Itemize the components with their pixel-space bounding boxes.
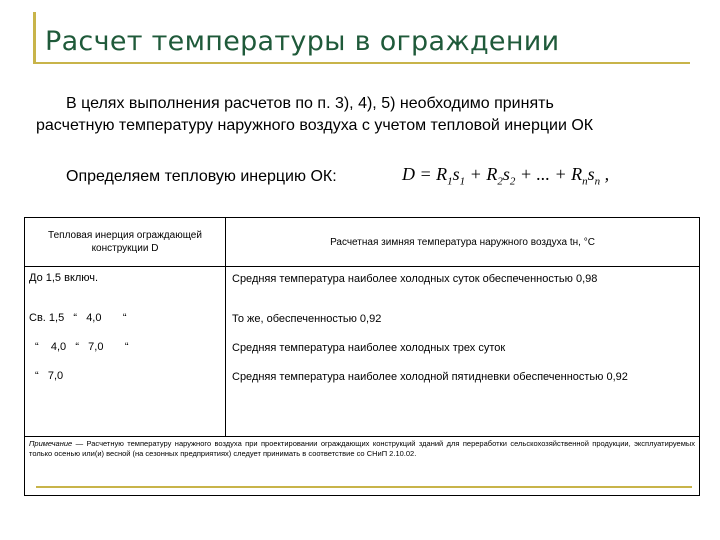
- formula-plus-1: +: [469, 164, 482, 184]
- formula-rn: R: [571, 164, 583, 184]
- formula-plus-2: +: [519, 164, 532, 184]
- inertia-row-4: “ 7,0: [35, 370, 64, 382]
- inertia-temperature-table: [24, 217, 700, 496]
- formula-r1: R: [436, 164, 448, 184]
- inertia-row-3: “ 4,0 “ 7,0 “: [35, 341, 129, 353]
- temp-row-1: Средняя температура наиболее холодных суток обеспеченностью 0,98: [232, 273, 598, 285]
- title-accent-bar: [33, 12, 36, 64]
- title-divider: [33, 62, 690, 64]
- note-label: Примечание: [29, 439, 73, 448]
- temp-row-3: Средняя температура наиболее холодных трех суток: [232, 342, 506, 354]
- formula-s1: s: [452, 164, 460, 184]
- intro-paragraph: [36, 93, 696, 137]
- formula-sn-index: n: [594, 175, 601, 188]
- intro-line-1: В целях выполнения расчетов по п. 3), 4), 5) необходимо принять: [66, 95, 554, 112]
- formula-eq: =: [419, 164, 432, 184]
- formula-s2: s: [502, 164, 510, 184]
- bottom-divider: [36, 486, 692, 488]
- temp-row-2: То же, обеспеченностью 0,92: [232, 313, 382, 325]
- table-body-row: [25, 267, 700, 437]
- formula-s1-index: 1: [459, 175, 466, 188]
- formula-dots: ...: [536, 164, 550, 184]
- page-title: Расчет температуры в ограждении: [45, 26, 560, 57]
- inertia-row-1: До 1,5 включ.: [29, 272, 99, 284]
- define-label: Определяем тепловую инерцию ОК:: [66, 168, 337, 185]
- inertia-column: [25, 267, 226, 437]
- table-header-row: [25, 218, 700, 267]
- formula-sn: s: [587, 164, 595, 184]
- temp-row-4: Средняя температура наиболее холодной пятидневки обеспеченностью 0,92: [232, 371, 628, 383]
- formula-r2-index: 2: [497, 175, 503, 188]
- formula-r1-index: 1: [447, 175, 453, 188]
- temperature-column: [226, 267, 700, 437]
- formula-r2: R: [486, 164, 498, 184]
- note-text: — Расчетную температуру наружного воздуха при проектировании ограждающих конструкций зданий для переработки сельскохозяйственной продукции, эксплуатируемых только осенью или(и) весной (на сезонных предприятиях) следует принимать в соответствие со СНиП 2.10.02.: [29, 439, 695, 458]
- inertia-row-2: Св. 1,5 “ 4,0 “: [29, 312, 127, 324]
- header-inertia: Тепловая инерция ограждающей конструкции D: [25, 218, 226, 267]
- header-temperature: Расчетная зимняя температура наружного воздуха tн, °С: [226, 218, 700, 267]
- formula-plus-3: +: [554, 164, 567, 184]
- formula-comma: ,: [604, 164, 610, 184]
- formula-rn-index: n: [582, 175, 588, 188]
- intro-line-2: расчетную температуру наружного воздуха с учетом тепловой инерции ОК: [36, 117, 594, 134]
- formula-s2-index: 2: [509, 175, 516, 188]
- inertia-formula: [402, 164, 609, 188]
- formula-lhs: D: [402, 164, 415, 184]
